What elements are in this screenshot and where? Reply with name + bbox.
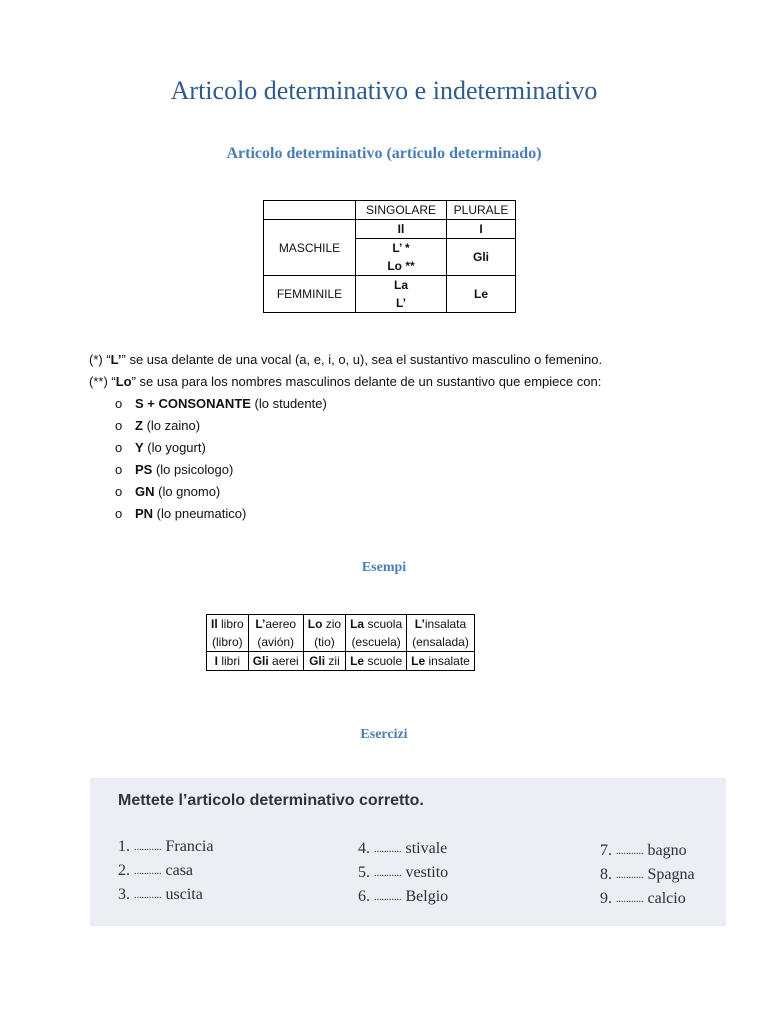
cell-le: Le xyxy=(447,276,516,313)
esempio-word: scuola xyxy=(364,617,403,631)
esempio-word: zio xyxy=(322,617,342,631)
esempio-plural-cell xyxy=(346,652,407,671)
esempio-word: insalata xyxy=(424,617,467,631)
label-maschile: MASCHILE xyxy=(264,220,356,276)
esempio-article: La xyxy=(350,617,365,631)
item-word: stivale xyxy=(405,840,448,857)
item-number: 5. xyxy=(358,864,370,881)
esempio-plural-word: aerei xyxy=(268,654,299,668)
note-lo xyxy=(89,371,602,393)
rule-text: (lo pneumatico) xyxy=(153,506,247,521)
item-number: 9. xyxy=(600,890,612,907)
list-item xyxy=(115,437,327,459)
answer-blank: ........... xyxy=(616,845,644,857)
label-femminile: FEMMINILE xyxy=(264,276,356,313)
bullet-icon: o xyxy=(115,484,123,499)
item-word: casa xyxy=(165,862,194,879)
list-item xyxy=(115,459,327,481)
item-word: bagno xyxy=(647,842,687,859)
note-bold: Lo xyxy=(115,374,132,389)
cell-l-lo xyxy=(356,239,447,276)
cell-la: La xyxy=(393,278,408,292)
esempio-plural-article: Gli xyxy=(309,654,326,668)
cell-il: Il xyxy=(356,220,447,239)
rule-text: (lo yogurt) xyxy=(143,440,206,455)
item-number: 1. xyxy=(118,838,130,855)
table-row xyxy=(207,652,475,671)
esempi-table xyxy=(206,614,475,671)
esempio-plural-article: Le xyxy=(350,654,365,668)
rule-text: (lo psicologo) xyxy=(152,462,234,477)
rule-text: (lo gnomo) xyxy=(154,484,221,499)
cell-l-apostrophe: L’ * xyxy=(392,241,410,255)
esempio-plural-article: Le xyxy=(411,654,426,668)
answer-blank: ........... xyxy=(616,869,644,881)
answer-blank: ........... xyxy=(374,867,402,879)
table-cell-empty xyxy=(264,201,356,220)
rule-bold: GN xyxy=(135,484,155,499)
esempio-plural-cell xyxy=(303,652,345,671)
exercise-instruction: Mettete l’articolo determinativo corretto. xyxy=(118,792,424,809)
cell-la-l xyxy=(356,276,447,313)
esempio-plural-word: libri xyxy=(218,654,241,668)
item-number: 7. xyxy=(600,842,612,859)
esempio-cell xyxy=(407,615,475,652)
esempio-plural-article: I xyxy=(214,654,218,668)
note-text: (**) “ xyxy=(89,374,116,389)
esempio-cell xyxy=(207,615,249,652)
rule-bold: Y xyxy=(135,440,144,455)
note-text: ” se usa para los nombres masculinos delante de un sustantivo que empiece con: xyxy=(131,374,602,389)
esempio-plural-article: Gli xyxy=(252,654,269,668)
rule-bold: PS xyxy=(135,462,153,477)
esempio-plural-word: scuole xyxy=(364,654,403,668)
esempio-plural-word: zii xyxy=(325,654,340,668)
esempio-plural-cell xyxy=(248,652,303,671)
esempio-article: L’ xyxy=(414,617,425,631)
esempio-article: Il xyxy=(211,617,218,631)
item-word: Belgio xyxy=(405,888,449,905)
esempio-translation: (tio) xyxy=(314,635,335,649)
esempio-article: L’ xyxy=(255,617,266,631)
articoli-table xyxy=(263,200,516,313)
list-item xyxy=(115,393,327,415)
bullet-icon: o xyxy=(115,462,123,477)
rule-bold: PN xyxy=(135,506,154,521)
section-title-esempi: Esempi xyxy=(361,560,407,575)
esempio-word: aereo xyxy=(265,617,297,631)
table-row xyxy=(264,220,516,239)
item-word: calcio xyxy=(647,890,686,907)
list-item xyxy=(115,503,327,525)
list-item xyxy=(115,481,327,503)
esempio-translation: (escuela) xyxy=(351,635,401,649)
answer-blank: ........... xyxy=(374,891,402,903)
exercise-item xyxy=(358,840,447,858)
rule-bold: Z xyxy=(135,418,143,433)
exercise-scan xyxy=(90,778,726,926)
item-number: 6. xyxy=(358,888,370,905)
esempio-plural-cell xyxy=(207,652,249,671)
esempio-translation: (ensalada) xyxy=(412,635,469,649)
header-plurale: PLURALE xyxy=(447,201,516,220)
table-row xyxy=(264,276,516,313)
bullet-icon: o xyxy=(115,440,123,455)
notes xyxy=(89,349,602,393)
esempio-article: Lo xyxy=(307,617,323,631)
note-text: ” se usa delante de una vocal (a, e, i, o, u), sea el sustantivo masculino o femenino. xyxy=(121,352,603,367)
exercise-item xyxy=(118,838,213,856)
item-number: 3. xyxy=(118,886,130,903)
note-text: (*) “ xyxy=(89,352,111,367)
esempio-plural-cell xyxy=(407,652,475,671)
exercise-item xyxy=(118,886,203,904)
answer-blank: ........... xyxy=(374,843,402,855)
section-title-esercizi: Esercizi xyxy=(360,727,408,742)
answer-blank: ........... xyxy=(134,889,162,901)
exercise-item xyxy=(358,888,448,906)
item-word: uscita xyxy=(165,886,203,903)
cell-gli: Gli xyxy=(447,239,516,276)
esempio-cell xyxy=(303,615,345,652)
list-item xyxy=(115,415,327,437)
table-row xyxy=(207,615,475,652)
bullet-icon: o xyxy=(115,506,123,521)
exercise-item xyxy=(358,864,448,882)
item-number: 4. xyxy=(358,840,370,857)
rule-text: (lo zaino) xyxy=(142,418,201,433)
esempio-cell xyxy=(248,615,303,652)
rule-bold: S + CONSONANTE xyxy=(135,396,251,411)
cell-i: I xyxy=(447,220,516,239)
item-word: Spagna xyxy=(647,866,695,883)
cell-lo: Lo ** xyxy=(387,259,415,273)
exercise-item xyxy=(118,862,193,880)
esempio-translation: (avión) xyxy=(257,635,295,649)
bullet-icon: o xyxy=(115,418,123,433)
page-title: Articolo determinativo e indeterminativo xyxy=(170,76,598,105)
answer-blank: ........... xyxy=(134,865,162,877)
esempio-translation: (libro) xyxy=(212,635,243,649)
item-word: vestito xyxy=(405,864,449,881)
note-l xyxy=(89,349,602,371)
cell-l-fem: L’ xyxy=(395,296,406,310)
rule-text: (lo studente) xyxy=(250,396,327,411)
bullet-icon: o xyxy=(115,396,123,411)
section-title-determinativo: Articolo determinativo (artículo determinado) xyxy=(226,145,542,162)
esempio-plural-word: insalate xyxy=(425,654,470,668)
exercise-item xyxy=(600,866,695,884)
table-header-row xyxy=(264,201,516,220)
esempio-word: libro xyxy=(217,617,244,631)
item-number: 2. xyxy=(118,862,130,879)
header-singolare: SINGOLARE xyxy=(356,201,447,220)
esempio-cell xyxy=(346,615,407,652)
exercise-item xyxy=(600,890,686,908)
answer-blank: ........... xyxy=(134,841,162,853)
item-number: 8. xyxy=(600,866,612,883)
answer-blank: ........... xyxy=(616,893,644,905)
item-word: Francia xyxy=(165,838,214,855)
note-bold: L’ xyxy=(110,352,122,367)
exercise-item xyxy=(600,842,687,860)
lo-rules-list xyxy=(115,393,327,525)
